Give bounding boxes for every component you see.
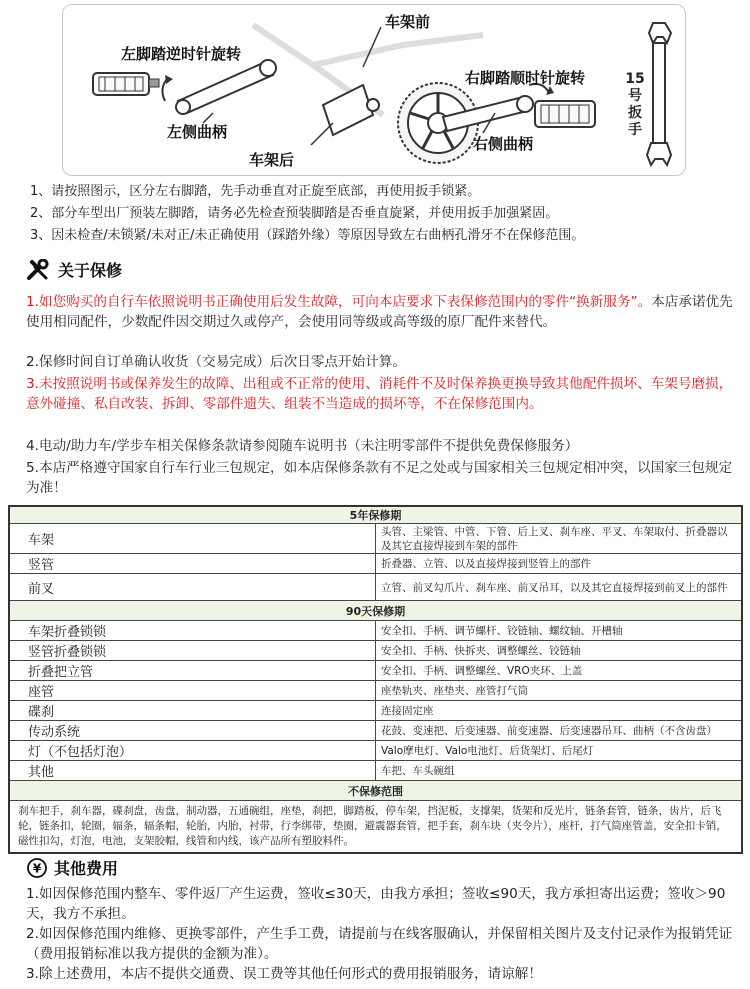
part-desc: 安全扣、手柄、调节螺杆、铰链轴、螺纹轴、开槽轴 [376, 621, 743, 641]
part-name: 车架 [9, 524, 376, 554]
part-desc: 安全扣、手柄、调整螺丝、VRO夹环、上盖 [376, 661, 743, 681]
warranty-item-3: 3.未按照说明书或保养发生的故障、出租或不正常的使用、消耗件不及时保养换更换导致其他配件损坏、车架号磨损，意外碰撞、私自改装、拆卸、零部件遗失、组装不当造成的损坏等，不在保修范围内。 [26, 376, 733, 412]
part-name: 折叠把立管 [9, 661, 376, 681]
label-wrench [625, 71, 645, 139]
wrench-icon [647, 23, 671, 165]
part-desc: 立管、前叉勾爪片、刹车座、前叉吊耳，以及其它直接焊接到前叉上的部件 [376, 574, 743, 601]
yen-icon [26, 857, 48, 879]
table-row [9, 721, 742, 741]
part-name: 竖管 [9, 554, 376, 574]
no-warranty-desc: 刹车把手，刹车器，碟刹盘，齿盘，制动器，五通碗组，座垫，刹把，脚踏板，停车架，挡泥板，支撑架，货架和反光片，链条套管，链条，齿片，后飞轮，链条扣，轮圈，辐条，辐条帽，轮胎，内胎，衬带，行李绑带，垫圈，避震器套管，把手套，刹车块（夹令片），座杆，打气筒座管盖，安全扣卡销，磁性扣勾，灯泡，电池，支架胶帽，线管和内线，该产品所有塑胶料件。 [9, 801, 742, 854]
part-name: 其他 [9, 761, 376, 781]
no-warranty-row [9, 801, 742, 854]
left-pedal-icon [93, 73, 159, 95]
warranty-section-header [26, 258, 122, 281]
label-left-pedal: 左脚踏逆时针旋转 [121, 45, 242, 63]
warranty-table [8, 505, 743, 854]
table-row [9, 641, 742, 661]
bottom-bracket-icon [323, 85, 379, 135]
instruction-1: 1、请按照图示，区分左右脚踏，先手动垂直对正旋至底部，再使用扳手锁紧。 [30, 184, 481, 199]
warranty-item-2: 2.保修时间自订单确认收货（交易完成）后次日零点开始计算。 [26, 354, 406, 370]
label-frame-rear: 车架后 [249, 151, 295, 169]
instruction-3: 3、因未检查/未锁紧/未对正/未正确使用（踩踏外缘）等原因导致左右曲柄孔滑牙不在保修范围。 [30, 228, 585, 243]
part-name: 前叉 [9, 574, 376, 601]
part-desc: 折叠器、立管、以及直接焊接到竖管上的部件 [376, 554, 743, 574]
table-row [9, 681, 742, 701]
fee-item-1: 1.如因保修范围内整车、零件返厂产生运费，签收≤30天，由我方承担；签收≤90天，我方承担寄出运费；签收＞90天，我方不承担。 [26, 886, 726, 922]
five-year-title: 5年保修期 [9, 506, 742, 524]
svg-text:¥: ¥ [32, 861, 42, 875]
wrench-label-line: 15 [625, 71, 645, 87]
part-desc: Valo摩电灯、Valo电池灯、后货架灯、后尾灯 [376, 741, 743, 761]
pedal-install-diagram [62, 4, 686, 176]
part-desc: 车把、车头碗组 [376, 761, 743, 781]
warranty-item-4: 4.电动/助力车/学步车相关保修条款请参阅随车说明书（未注明零部件不提供免费保修服务） [26, 438, 579, 454]
label-right-crank: 右侧曲柄 [473, 135, 534, 153]
warranty-item-5: 5.本店严格遵守国家自行车行业三包规定，如本店保修条款有不足之处或与国家相关三包规定相冲突，以国家三包规定为准！ [26, 460, 733, 496]
left-crank-icon [176, 60, 276, 114]
part-desc: 座垫轨夹、座垫夹、座管打气筒 [376, 681, 743, 701]
warranty-item-1 [26, 292, 738, 332]
label-frame-front: 车架前 [385, 13, 431, 31]
ninety-day-title: 90天保修期 [9, 601, 742, 621]
wrench-label-line: 手 [628, 122, 642, 138]
table-row [9, 574, 742, 601]
wrench-label-line: 号 [628, 88, 642, 104]
table-row [9, 761, 742, 781]
table-row [9, 701, 742, 721]
table-row [9, 661, 742, 681]
part-name: 座管 [9, 681, 376, 701]
part-name: 车架折叠锁锁 [9, 621, 376, 641]
wrench-label-line: 扳 [628, 105, 642, 121]
fee-item-3: 3.除上述费用，本店不提供交通费、误工费等其他任何形式的费用报销服务，请谅解！ [26, 966, 542, 982]
label-left-crank: 左侧曲柄 [167, 123, 228, 141]
table-row [9, 524, 742, 554]
fees-section-header [26, 856, 118, 879]
part-name: 传动系统 [9, 721, 376, 741]
pedal-crank-illustration [63, 5, 687, 177]
no-warranty-header-row [9, 781, 742, 801]
part-desc: 连接固定座 [376, 701, 743, 721]
table-row [9, 554, 742, 574]
right-pedal-icon [535, 101, 595, 127]
table-row [9, 741, 742, 761]
ninety-day-header-row [9, 601, 742, 621]
tools-icon [26, 259, 52, 281]
warranty-item-1-text: 本店承诺优先使用相同配件，少数配件因交期过久或停产，会使用同等级或高等级的原厂配件来替代。 [26, 294, 733, 330]
warranty-item-1-highlight: 1.如您购买的自行车依照说明书正确使用后发生故障，可向本店要求下表保修范围内的零件“换新服务”。 [26, 294, 652, 310]
no-warranty-title: 不保修范围 [9, 781, 742, 801]
part-desc: 安全扣、手柄、快拆夹、调整螺丝、铰链轴 [376, 641, 743, 661]
table-row [9, 621, 742, 641]
label-right-pedal: 右脚踏顺时针旋转 [465, 69, 586, 87]
fees-section-title: 其他费用 [54, 859, 119, 878]
five-year-header-row [9, 506, 742, 524]
warranty-section-title: 关于保修 [58, 261, 123, 280]
part-name: 灯（不包括灯泡） [9, 741, 376, 761]
part-desc: 花鼓、变速把、后变速器、前变速器、后变速器吊耳、曲柄（不含齿盘） [376, 721, 743, 741]
part-desc: 头管、主梁管、中管、下管、后上叉、刹车座、平叉、车架取付、折叠器以及其它直接焊接到车架的部件 [376, 524, 743, 554]
part-name: 竖管折叠锁锁 [9, 641, 376, 661]
part-name: 碟刹 [9, 701, 376, 721]
instruction-2: 2、部分车型出厂预装左脚踏，请务必先检查预装脚踏是否垂直旋紧，并使用扳手加强紧固。 [30, 206, 559, 221]
fee-item-2: 2.如因保修范围内维修、更换零部件，产生手工费，请提前与在线客服确认，并保留相关图片及支付记录作为报销凭证（费用报销标准以我方提供的金额为准）。 [26, 926, 733, 962]
